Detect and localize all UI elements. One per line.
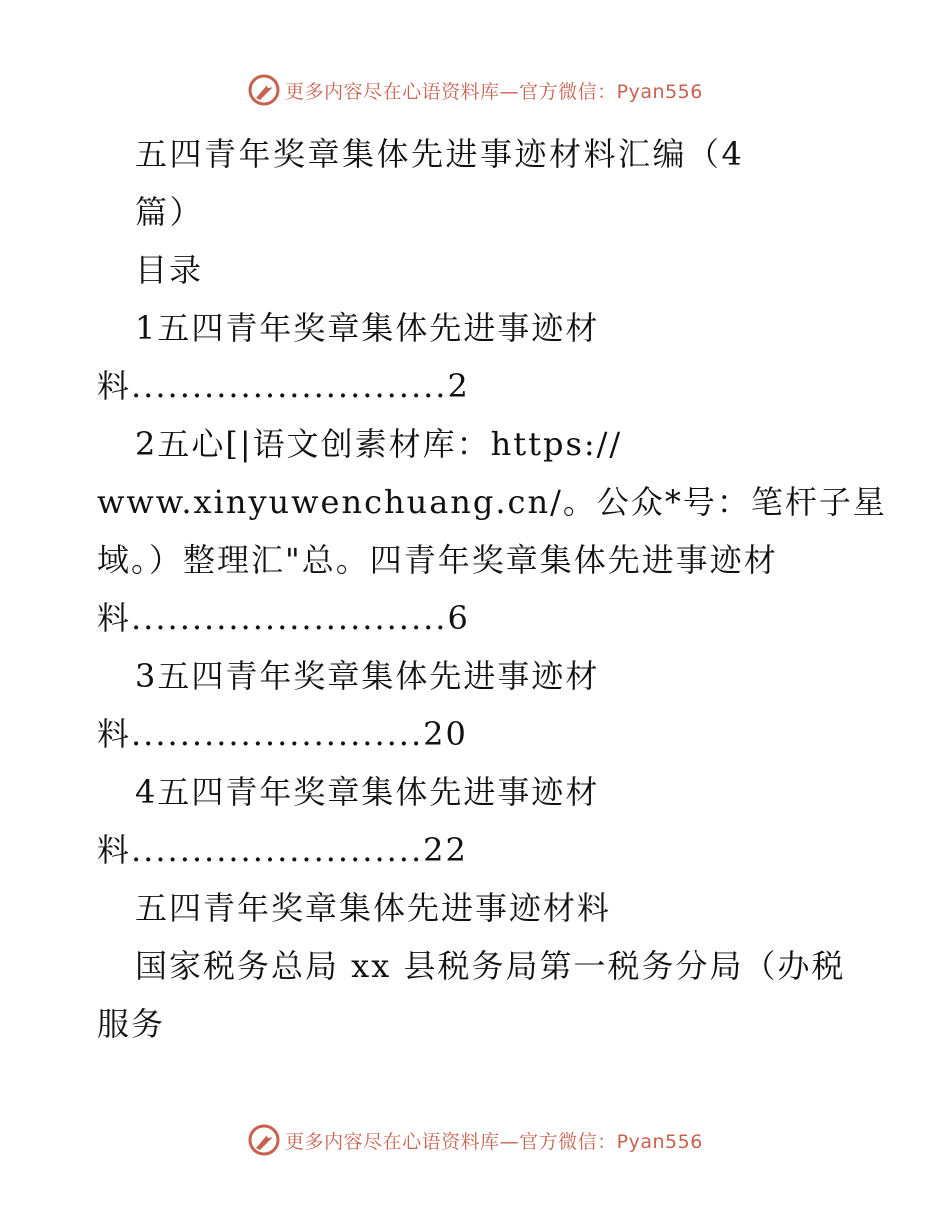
toc-item-2-title-cont: www.xinyuwenchuang.cn/。公众*号：笔杆子星 — [97, 483, 887, 521]
watermark-header — [0, 70, 950, 110]
watermark-text: 更多内容尽在心语资料库—官方微信：Pyan556 — [285, 80, 703, 103]
toc-item-2-page: 料..........................6 — [97, 599, 470, 637]
section-heading: 五四青年奖章集体先进事迹材料 — [135, 889, 612, 927]
body-paragraph-line-2: 服务 — [97, 1005, 166, 1043]
toc-item-4-title: 4五四青年奖章集体先进事迹材 — [135, 773, 600, 811]
toc-item-4-page: 料........................22 — [97, 831, 468, 869]
watermark-footer — [0, 1120, 950, 1160]
toc-item-2-title-cont-2: 域。）整理汇"总。四青年奖章集体先进事迹材 — [97, 541, 778, 579]
pen-nib-logo-icon — [247, 1123, 281, 1157]
document-body — [97, 125, 887, 1053]
pen-nib-logo-icon — [247, 73, 281, 107]
toc-item-1-title: 1五四青年奖章集体先进事迹材 — [135, 309, 600, 347]
toc-item-3-title: 3五四青年奖章集体先进事迹材 — [135, 657, 600, 695]
toc-item-3-page: 料........................20 — [97, 715, 468, 753]
toc-item-2-title: 2五心[|语文创素材库：https:// — [135, 425, 623, 463]
toc-heading: 目录 — [135, 251, 204, 289]
watermark-text: 更多内容尽在心语资料库—官方微信：Pyan556 — [285, 1130, 703, 1153]
body-paragraph-line-1: 国家税务总局 xx 县税务局第一税务分局（办税 — [135, 947, 846, 985]
toc-item-1-page: 料..........................2 — [97, 367, 470, 405]
document-title-line-2: 篇） — [135, 193, 205, 231]
document-title-line-1: 五四青年奖章集体先进事迹材料汇编（4 — [135, 135, 745, 173]
